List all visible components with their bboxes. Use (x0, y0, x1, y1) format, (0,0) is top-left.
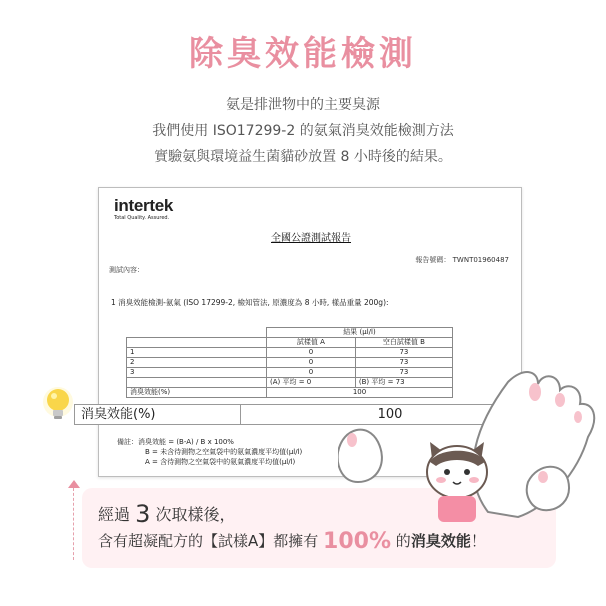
table-row: 2 0 73 (127, 358, 453, 368)
table-header-result: 結果 (μl/l) (267, 328, 453, 338)
notes-b-definition: B = 未含待測物之空氣袋中的氨氣濃度平均值(μl/l) (145, 448, 303, 456)
test-item: 1 消臭效能檢測-氨氣 (ISO 17299-2, 檢知管法, 原濃度為 8 小時, 樣品重量 200g): (111, 298, 389, 307)
summary-line-2: 含有超凝配方的【試樣A】都擁有 100% 的消臭效能！ (98, 529, 486, 554)
average-a: (A) 平均 = 0 (267, 378, 356, 388)
table-row: 1 0 73 (127, 348, 453, 358)
intertek-logo: intertek (114, 196, 174, 215)
percent-highlight: 100% (323, 529, 392, 554)
highlight-label: 消臭效能(%) (75, 405, 241, 424)
intro-text (0, 92, 606, 170)
lightbulb-icon (38, 382, 78, 426)
test-content-label: 測試內容： (109, 266, 144, 274)
report-notes (117, 437, 302, 467)
notes-formula: 消臭效能 = (B-A) / B x 100% (138, 438, 234, 446)
highlight-value: 100 (377, 407, 403, 422)
intro-line-2: 我們使用 ISO17299-2 的氨氣消臭效能檢測方法 (152, 123, 454, 139)
col-header-b: 空白試樣值 B (355, 338, 452, 348)
table-row: 3 0 73 (127, 368, 453, 378)
summary-line-1: 經過 3 次取樣後， (98, 500, 236, 528)
efficiency-label: 消臭效能(%) (127, 388, 267, 398)
average-b: (B) 平均 = 73 (355, 378, 452, 388)
table-row (127, 328, 453, 338)
notes-label: 備註： (117, 438, 138, 446)
efficiency-value: 100 (267, 388, 453, 398)
report-number: 報告號碼： TWNT01960487 (415, 256, 509, 264)
page-title: 除臭效能檢測 (189, 34, 417, 74)
intro-line-1: 氨是排泄物中的主要臭源 (226, 97, 380, 113)
logo-tagline: Total Quality. Assured. (114, 215, 170, 221)
report-title: 全國公證測試報告 (271, 233, 351, 244)
cat-illustration (338, 362, 606, 522)
table-row (127, 338, 453, 348)
intro-line-3: 實驗氨與環境益生菌貓砂放置 8 小時後的結果。 (154, 149, 452, 165)
col-header-a: 試樣值 A (267, 338, 356, 348)
pointer-arrow (68, 480, 80, 488)
notes-a-definition: A = 含待測物之空氣袋中的氨氣濃度平均值(μl/l) (145, 458, 296, 466)
pointer-line (73, 488, 74, 560)
